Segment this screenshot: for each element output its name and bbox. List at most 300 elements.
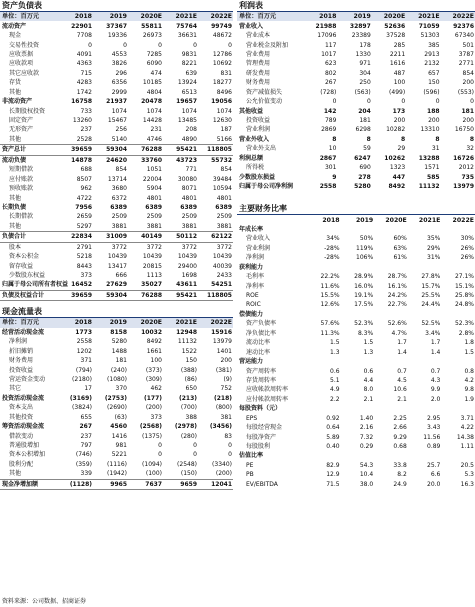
cell-value: 3881 [146, 222, 162, 230]
row-label: 资产减值损失 [246, 88, 283, 96]
table-row [237, 480, 475, 489]
cell-value: 462 [150, 385, 162, 393]
table-row [0, 469, 233, 479]
cell-value: 16.0% [354, 282, 374, 290]
cell-value: 5904 [146, 185, 162, 193]
cell-value: 447 [392, 173, 406, 181]
table-row [0, 365, 233, 374]
row-label: 折旧摊销 [9, 347, 34, 355]
cell-value: (728) [320, 88, 337, 96]
cell-value [307, 225, 341, 234]
cell-value: (200) [215, 470, 232, 478]
table-row [0, 375, 233, 384]
row-label: 每股净资产 [246, 433, 277, 441]
table-row [0, 431, 233, 440]
row-label: 营运能力 [239, 358, 264, 366]
cell-value: 2.25 [393, 414, 407, 422]
row-label: 其他 [9, 470, 22, 478]
year-header: 2018 [74, 13, 92, 21]
row-label: 长期借款 [9, 213, 34, 221]
row-label: 应付帐款周转率 [246, 395, 289, 403]
table-row [237, 432, 475, 441]
cell-value: (746) [75, 451, 92, 459]
cell-value: 4801 [181, 194, 197, 202]
year-header: 2019 [353, 13, 371, 21]
cell-value: 237 [80, 432, 92, 440]
cell-value [307, 310, 341, 319]
cell-value: 10692 [212, 60, 232, 68]
cell-value: 9831 [181, 50, 197, 58]
cell-value: 31% [427, 254, 441, 262]
cell-value: 2211 [389, 50, 406, 58]
row-label: 营业费用 [246, 50, 271, 58]
cell-value: 1522 [181, 347, 197, 355]
cell-value: 655 [80, 413, 92, 421]
cell-value: 715 [80, 69, 92, 77]
cash-flow-title: 现金流量表 [0, 306, 233, 318]
cell-value: 0 [228, 451, 232, 459]
cell-value: 9.9 [430, 386, 441, 394]
year-header-row [237, 12, 475, 21]
cell-value: (100) [145, 470, 162, 478]
cell-value [307, 263, 341, 272]
year-header: 2022E [210, 13, 232, 21]
cell-value: 10439 [142, 253, 162, 261]
cell-value: 83 [224, 432, 232, 440]
cell-value: 60% [393, 235, 407, 243]
cell-value: 38.0 [359, 480, 374, 488]
cell-value: 0.7 [397, 367, 407, 375]
cell-value: 16758 [71, 98, 92, 106]
table-row [0, 97, 233, 106]
cell-value: 24620 [106, 156, 127, 164]
cell-value [408, 263, 442, 272]
cell-value: 0.64 [326, 424, 340, 432]
table-row [237, 244, 475, 253]
cell-value: 10262 [384, 154, 406, 162]
row-label: 净利率 [246, 282, 265, 290]
cell-value: 19.1% [354, 292, 374, 300]
cell-value: 831 [220, 69, 232, 77]
cell-value: 1.4 [430, 348, 441, 356]
cell-value: 301 [324, 164, 337, 172]
cell-value: 1.7 [397, 339, 407, 347]
cell-value: 21937 [106, 98, 127, 106]
cell-value: 0.29 [359, 443, 374, 451]
row-label: 短期借款 [9, 166, 34, 174]
row-label: 其它 [9, 385, 22, 393]
row-label: ROIC [246, 301, 261, 309]
cell-value: (213) [178, 394, 197, 402]
cell-value [441, 310, 475, 319]
row-label: 年成长率 [239, 225, 264, 233]
cell-value: 17096 [317, 32, 337, 40]
cell-value: 0.68 [393, 443, 407, 451]
table-row [0, 290, 233, 300]
cell-value: 2771 [458, 60, 474, 68]
cell-value: 3.4% [425, 329, 441, 337]
cell-value: 142 [323, 107, 337, 115]
table-row [0, 232, 233, 242]
table-row [237, 125, 475, 134]
cell-value: 2.0 [430, 395, 441, 403]
cell-value: 9965 [93, 479, 128, 489]
cell-value: 3772 [216, 243, 232, 251]
cell-value: 71.5 [326, 480, 340, 488]
cell-value: 61% [393, 254, 407, 262]
table-row [237, 225, 475, 234]
cell-value: 650 [185, 385, 197, 393]
cell-value: 474 [150, 69, 162, 77]
table-row [0, 125, 233, 134]
row-label: 其他 [9, 194, 22, 202]
cell-value: 22004 [142, 175, 162, 183]
cell-value: 50% [359, 235, 374, 243]
cell-value: 26973 [142, 32, 162, 40]
row-label: 毛利率 [246, 273, 265, 281]
cell-value: 29 [397, 145, 406, 153]
cell-value: 50112 [163, 232, 198, 242]
table-row [0, 403, 233, 412]
cell-value: (1128) [58, 479, 93, 489]
cell-value: 0 [435, 98, 440, 106]
cell-value: 22901 [71, 22, 92, 30]
cell-value: 8507 [76, 175, 92, 183]
table-row [0, 21, 233, 30]
cell-value: 733 [80, 107, 92, 115]
row-label: 归属于母公司所有者权益 [2, 281, 69, 289]
cell-value: 5218 [76, 253, 92, 261]
table-row [0, 460, 233, 469]
cell-value: 22834 [58, 232, 93, 242]
year-header: 2019 [355, 216, 374, 224]
cell-value: (1942) [107, 470, 127, 478]
cell-value: 22.2% [320, 273, 340, 281]
cell-value: 63% [393, 244, 407, 252]
cell-value: 1.5 [330, 339, 340, 347]
cell-value: 200 [462, 117, 474, 125]
cell-value: (553) [457, 88, 474, 96]
cell-value: 1661 [146, 347, 162, 355]
cell-value: 789 [324, 117, 337, 125]
table-row [0, 450, 233, 459]
cell-value: 5140 [111, 135, 127, 143]
cell-value: 4722 [76, 194, 92, 202]
table-row [237, 281, 475, 290]
cell-value: 0.6 [330, 367, 340, 375]
row-label: 资本公积金 [9, 253, 40, 261]
cell-value: (3456) [209, 423, 232, 431]
cell-value: 4.4 [363, 376, 374, 384]
cell-value [341, 404, 375, 413]
table-row [237, 423, 475, 432]
cell-value: 2999 [111, 88, 127, 96]
row-label: 普通股增加 [9, 442, 40, 450]
cell-value: 7.32 [359, 433, 374, 441]
table-row [237, 395, 475, 404]
cell-value: 1.5 [363, 339, 374, 347]
cell-value: 971 [359, 60, 371, 68]
cell-value: 92376 [453, 22, 474, 30]
cell-value: (86) [184, 375, 197, 383]
table-row [237, 404, 475, 413]
cell-value: 52636 [384, 22, 406, 30]
table-row [0, 212, 233, 221]
cell-value: 4560 [110, 423, 127, 431]
cell-value [441, 263, 475, 272]
row-label: 投资收益 [9, 366, 34, 374]
table-row [237, 338, 475, 347]
year-header: 2021E [175, 319, 197, 327]
cell-value: 82.9 [326, 461, 340, 469]
table-row [0, 413, 233, 422]
cell-value: 200 [428, 117, 440, 125]
cell-value: 5.1 [330, 376, 340, 384]
cell-value: 26% [460, 254, 474, 262]
cell-value: 9659 [163, 479, 198, 489]
cell-value: 2509 [216, 213, 232, 221]
row-label: 归属于母公司净利润 [239, 183, 294, 191]
cell-value: 771 [185, 166, 197, 174]
table-row [237, 31, 475, 40]
row-label: 资本支出 [9, 404, 34, 412]
table-row [237, 451, 475, 460]
year-header: 2018 [319, 13, 337, 21]
cell-value: 6372 [111, 194, 127, 202]
cell-value: 4801 [216, 194, 232, 202]
table-row [237, 347, 475, 356]
cell-value: 1074 [111, 107, 127, 115]
cell-value: 25.7 [427, 461, 441, 469]
table-row [237, 376, 475, 385]
cell-value: 797 [80, 442, 92, 450]
table-row [237, 144, 475, 153]
cell-value: 12786 [212, 50, 232, 58]
cell-value: 2.66 [393, 424, 407, 432]
table-row [237, 272, 475, 281]
cell-value: 3.71 [460, 414, 474, 422]
table-row [0, 441, 233, 450]
cell-value: 2.1 [363, 395, 374, 403]
cell-value: 43611 [176, 281, 197, 289]
cell-value: 20.0 [427, 480, 441, 488]
row-label: 预收账款 [9, 185, 34, 193]
cell-value: 8 [366, 135, 371, 143]
row-label: 净负债比率 [246, 329, 277, 337]
cell-value: 256 [115, 126, 127, 134]
cell-value: 1017 [321, 50, 337, 58]
cell-value: 15.5% [320, 292, 340, 300]
cell-value: 12.6% [320, 301, 340, 309]
cell-value: (3340) [212, 460, 232, 468]
cell-value [441, 404, 475, 413]
cell-value: 40039 [212, 262, 232, 270]
cell-value: 3881 [216, 222, 232, 230]
cell-value: 39659 [58, 290, 93, 300]
cell-value: 6513 [181, 88, 197, 96]
year-header: 2020E [140, 319, 162, 327]
cell-value: 0 [158, 41, 162, 49]
cell-value: 12.9 [326, 471, 340, 479]
cell-value: 2509 [146, 213, 162, 221]
cell-value: 10185 [142, 79, 162, 87]
cell-value: 3.43 [427, 424, 441, 432]
cell-value: 690 [359, 164, 371, 172]
row-label: 负债合计 [0, 232, 58, 242]
cell-value: 371 [80, 357, 92, 365]
cell-value: 21988 [315, 22, 337, 30]
cell-value: 204 [358, 107, 371, 115]
row-label: 净利润 [9, 338, 28, 346]
cell-value: 381 [220, 413, 232, 421]
cell-value: 735 [461, 173, 474, 181]
year-header: 2020E [383, 13, 406, 21]
table-row [237, 154, 475, 163]
cell-value [374, 225, 408, 234]
cell-value: (177) [143, 394, 162, 402]
cell-value: 100 [393, 79, 406, 87]
income-statement-table [237, 12, 475, 191]
cell-value: 13979 [453, 183, 474, 191]
cell-value: 27629 [106, 281, 127, 289]
cell-value: 29% [427, 244, 441, 252]
cell-value: 2558 [319, 183, 337, 191]
table-row [237, 50, 475, 59]
cell-value: 1.8 [464, 339, 474, 347]
cell-value: 8.2 [397, 471, 407, 479]
cell-value: 267 [79, 423, 92, 431]
cell-value: 29400 [177, 262, 197, 270]
cell-value: 14428 [142, 117, 162, 125]
cell-value [341, 357, 375, 366]
cell-value: (240) [110, 366, 127, 374]
cell-value: 3680 [111, 185, 127, 193]
cell-value: (63) [114, 413, 127, 421]
cell-value: 12948 [176, 328, 197, 336]
cell-value [341, 310, 375, 319]
row-label: 速动比率 [246, 348, 271, 356]
cell-value: 18277 [212, 79, 232, 87]
cell-value: 2.2 [330, 395, 340, 403]
year-header: 2019 [109, 319, 127, 327]
cell-value: (2568) [139, 423, 162, 431]
cell-value: 76288 [128, 290, 163, 300]
cell-value: 67340 [454, 32, 474, 40]
cell-value: 2.16 [359, 424, 374, 432]
table-row [0, 328, 233, 337]
year-header: 2018 [322, 216, 340, 224]
cell-value: 0 [193, 41, 197, 49]
cell-value: 16.1% [387, 282, 407, 290]
row-label: 资产周转率 [246, 367, 277, 375]
cell-value: 40149 [128, 232, 163, 242]
cell-value: 1742 [76, 88, 92, 96]
cell-value: 8071 [181, 185, 197, 193]
cell-value: 3787 [458, 50, 474, 58]
cell-value: 501 [462, 41, 474, 49]
cell-value [441, 357, 475, 366]
table-row [237, 310, 475, 319]
cell-value: 981 [115, 442, 127, 450]
cell-value: 14.38 [456, 433, 474, 441]
cell-value: 0 [332, 98, 337, 106]
table-row [0, 40, 233, 49]
table-row [237, 291, 475, 300]
cell-value: 24.9 [393, 480, 407, 488]
cell-value: 13485 [177, 117, 197, 125]
cell-value: 25.8% [454, 292, 474, 300]
cell-value: 59 [363, 145, 371, 153]
cell-value: (2753) [104, 394, 127, 402]
cell-value: 181 [461, 107, 474, 115]
row-label: 现金净增加额 [0, 479, 58, 489]
cell-value: 32897 [349, 22, 371, 30]
cell-value: 2.1 [397, 395, 407, 403]
cell-value: 10.6 [393, 386, 407, 394]
row-label: 管理费用 [246, 60, 271, 68]
cell-value: 1616 [389, 60, 406, 68]
cell-value: 208 [185, 126, 197, 134]
cell-value: 106% [356, 254, 374, 262]
cell-value: 16726 [453, 154, 474, 162]
cell-value: 22.7% [387, 301, 407, 309]
cell-value: (309) [145, 375, 162, 383]
table-row [0, 145, 233, 155]
cell-value: 623 [324, 60, 337, 68]
row-label: 营业税金及附加 [246, 41, 289, 49]
cell-value: 0.8 [464, 367, 474, 375]
cell-value: 5297 [76, 222, 92, 230]
cell-value: 2433 [216, 272, 232, 280]
cell-value: 8158 [110, 328, 127, 336]
cell-value [441, 451, 475, 460]
cell-value: 0.92 [326, 414, 340, 422]
year-header: 2022E [210, 319, 232, 327]
cell-value: 117 [324, 41, 337, 49]
row-label: 投资活动现金流 [2, 394, 45, 402]
cell-value: 8221 [181, 60, 197, 68]
cell-value: 339 [80, 470, 92, 478]
cell-value: 10282 [386, 126, 406, 134]
cell-value: 1202 [76, 347, 92, 355]
table-row [0, 394, 233, 403]
cell-value: (150) [180, 470, 197, 478]
cell-value: 487 [393, 69, 406, 77]
row-label: 筹资活动现金流 [2, 423, 45, 431]
table-row [237, 319, 475, 328]
cell-value: 9.29 [393, 433, 407, 441]
cell-value: (3169) [69, 394, 92, 402]
row-label: 应收帐款周转率 [246, 386, 289, 394]
cell-value: 2012 [458, 164, 474, 172]
cell-value: 13417 [107, 262, 127, 270]
unit-label: 单位：百万元 [239, 13, 277, 21]
cell-value: 0.6 [363, 367, 374, 375]
row-label: 利润总额 [239, 154, 264, 162]
cell-value: (800) [215, 404, 232, 412]
row-label: 其他收益 [239, 107, 264, 115]
row-label: ROE [246, 292, 259, 300]
cell-value: 30080 [177, 175, 197, 183]
cell-value: (359) [75, 460, 92, 468]
row-label: EV/EBITDA [246, 480, 278, 488]
cell-value: 19657 [176, 98, 197, 106]
cell-value: 15.7% [421, 282, 441, 290]
cell-value: 802 [324, 69, 337, 77]
cell-value: 95421 [163, 290, 198, 300]
cash-flow-table [0, 318, 233, 490]
cell-value: 37528 [386, 32, 406, 40]
